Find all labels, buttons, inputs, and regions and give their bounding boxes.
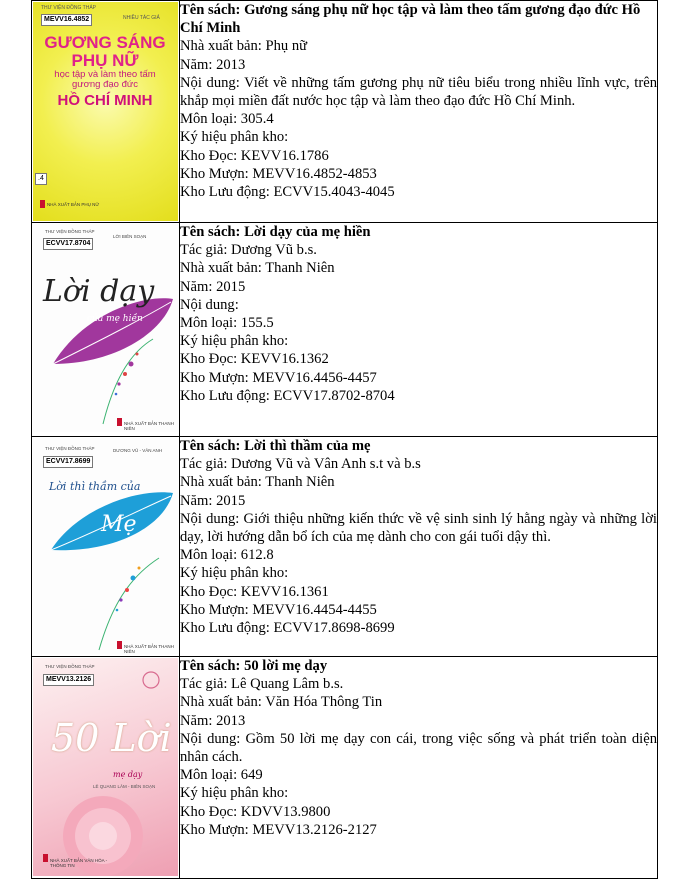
book-year: Năm: 2015 <box>180 492 246 509</box>
publisher-logo-icon <box>43 854 48 862</box>
book-mobile-room: Kho Lưu động: ECVV17.8698-8699 <box>180 620 395 637</box>
book-borrow-room: Kho Mượn: MEVV13.2126-2127 <box>180 821 377 838</box>
book-author: Tác giả: Lê Quang Lâm b.s. <box>180 676 344 693</box>
book-content: Nội dung: Viết về những tấm gương phụ nữ tiêu biểu trong nhiều lĩnh vực, trên khắp mọi miền đất nước học tập và làm theo đạo đức Hồ Chí Minh. <box>180 74 657 110</box>
book-cover-image <box>33 224 178 432</box>
book-year: Năm: 2015 <box>180 278 246 295</box>
book-reading-room: Kho Đọc: KEVV16.1786 <box>180 147 329 164</box>
cover-shelf-mark: .4 <box>35 173 47 185</box>
cover-author-note: NHIỀU TÁC GIẢ <box>123 15 160 21</box>
book-info-cell <box>180 223 658 437</box>
book-mobile-room: Kho Lưu động: ECVV15.4043-4045 <box>180 184 395 201</box>
cover-title-main: Lời thì thầm của <box>49 480 141 493</box>
book-category: Môn loại: 305.4 <box>180 111 274 128</box>
book-storage-label: Ký hiệu phân kho: <box>180 565 289 582</box>
book-category: Môn loại: 612.8 <box>180 547 274 564</box>
publisher-logo-icon <box>117 641 122 649</box>
book-author: Tác giả: Dương Vũ và Vân Anh s.t và b.s <box>180 456 421 473</box>
book-publisher: Nhà xuất bản: Thanh Niên <box>180 260 335 277</box>
cover-author-note: DƯƠNG VŨ - VÂN ANH <box>113 448 162 453</box>
cover-publisher: NHÀ XUẤT BẢN THANH NIÊN <box>124 421 174 431</box>
book-title: Tên sách: Lời thì thầm của mẹ <box>180 438 371 454</box>
book-publisher: Nhà xuất bản: Thanh Niên <box>180 474 335 491</box>
book-title: Tên sách: Gương sáng phụ nữ học tập và làm theo tấm gương đạo đức Hồ Chí Minh <box>180 2 641 37</box>
book-category: Môn loại: 649 <box>180 767 263 784</box>
book-borrow-room: Kho Mượn: MEVV16.4454-4455 <box>180 601 377 618</box>
cover-call-number: ECVV17.8699 <box>43 456 93 468</box>
book-borrow-room: Kho Mượn: MEVV16.4852-4853 <box>180 165 377 182</box>
book-row <box>32 1 658 223</box>
cover-call-number: MEVV16.4852 <box>41 14 92 26</box>
rose-illustration-icon <box>33 658 178 876</box>
publisher-logo-icon <box>40 200 45 208</box>
cover-publisher: NHÀ XUẤT BẢN VĂN HÓA - THÔNG TIN <box>50 858 108 868</box>
book-borrow-room: Kho Mượn: MEVV16.4456-4457 <box>180 369 377 386</box>
cover-library-name: THƯ VIỆN ĐỒNG THÁP <box>41 5 97 11</box>
book-storage-label: Ký hiệu phân kho: <box>180 785 289 802</box>
book-title: Tên sách: 50 lời mẹ dạy <box>180 658 328 674</box>
cover-title-main: 50 Lời <box>51 716 172 760</box>
book-catalog-table <box>31 0 658 879</box>
cover-title-name: HỒ CHÍ MINH <box>57 92 153 109</box>
book-storage-label: Ký hiệu phân kho: <box>180 333 289 350</box>
book-category: Môn loại: 155.5 <box>180 315 274 332</box>
book-info-cell <box>180 437 658 657</box>
book-publisher: Nhà xuất bản: Văn Hóa Thông Tin <box>180 694 383 711</box>
book-cover-cell <box>32 1 180 223</box>
book-content: Nội dung: Gồm 50 lời mẹ dạy con cái, trong việc sống và phát triển toàn diện nhân cách. <box>180 730 657 766</box>
book-cover-cell <box>32 437 180 657</box>
cover-call-number: ECVV17.8704 <box>43 238 93 250</box>
cover-library-name: THƯ VIỆN ĐỒNG THÁP <box>45 446 95 451</box>
cover-publisher: NHÀ XUẤT BẢN THANH NIÊN <box>124 644 174 654</box>
publisher-logo-icon <box>117 418 122 426</box>
book-cover-cell <box>32 223 180 437</box>
cover-author-note: LÊ QUANG LÂM - BIÊN SOẠN <box>93 784 156 789</box>
cover-author-note: LỜI BIÊN SOẠN <box>113 234 147 239</box>
book-publisher: Nhà xuất bản: Phụ nữ <box>180 38 308 55</box>
book-cover-image <box>33 438 178 654</box>
book-cover-image <box>33 658 178 876</box>
book-cover-cell <box>32 657 180 879</box>
book-mobile-room: Kho Lưu động: ECVV17.8702-8704 <box>180 387 395 404</box>
book-row <box>32 223 658 437</box>
leaf-illustration-icon <box>33 224 178 432</box>
book-title: Tên sách: Lời dạy của mẹ hiền <box>180 224 371 240</box>
cover-title-main: Lời dạy <box>43 274 155 309</box>
cover-title-big: Mẹ <box>101 512 137 537</box>
cover-publisher: NHÀ XUẤT BẢN PHỤ NỮ <box>47 202 100 207</box>
book-storage-label: Ký hiệu phân kho: <box>180 129 289 146</box>
book-author: Tác giả: Dương Vũ b.s. <box>180 242 317 259</box>
leaf-illustration-icon <box>33 438 178 654</box>
cover-library-name: THƯ VIỆN ĐỒNG THÁP <box>45 664 95 669</box>
book-row <box>32 657 658 879</box>
cover-title-main: GƯƠNG SÁNG PHỤ NỮ <box>44 33 166 70</box>
cover-call-number: MEVV13.2126 <box>43 674 94 686</box>
cover-title-sub: học tập và làm theo tấm gương đạo đức <box>54 69 156 90</box>
cover-title-sub: của mẹ hiền <box>87 314 143 324</box>
book-content: Nội dung: Giới thiệu những kiến thức về vệ sinh sinh lý hằng ngày và những lời dạy, lời hướng dẫn bổ ích của mẹ dành cho con gái tuổi dậy thì. <box>180 510 657 546</box>
book-reading-room: Kho Đọc: KEVV16.1361 <box>180 583 329 600</box>
cover-library-name: THƯ VIỆN ĐỒNG THÁP <box>45 229 95 234</box>
book-info-cell <box>180 657 658 879</box>
book-year: Năm: 2013 <box>180 56 246 73</box>
cover-title-sub: mẹ dạy <box>113 770 143 779</box>
book-reading-room: Kho Đọc: KEVV16.1362 <box>180 351 329 368</box>
book-year: Năm: 2013 <box>180 712 246 729</box>
book-row <box>32 437 658 657</box>
book-cover-image <box>33 2 178 221</box>
book-reading-room: Kho Đọc: KDVV13.9800 <box>180 803 331 820</box>
book-content: Nội dung: <box>180 296 239 313</box>
book-info-cell <box>180 1 658 223</box>
